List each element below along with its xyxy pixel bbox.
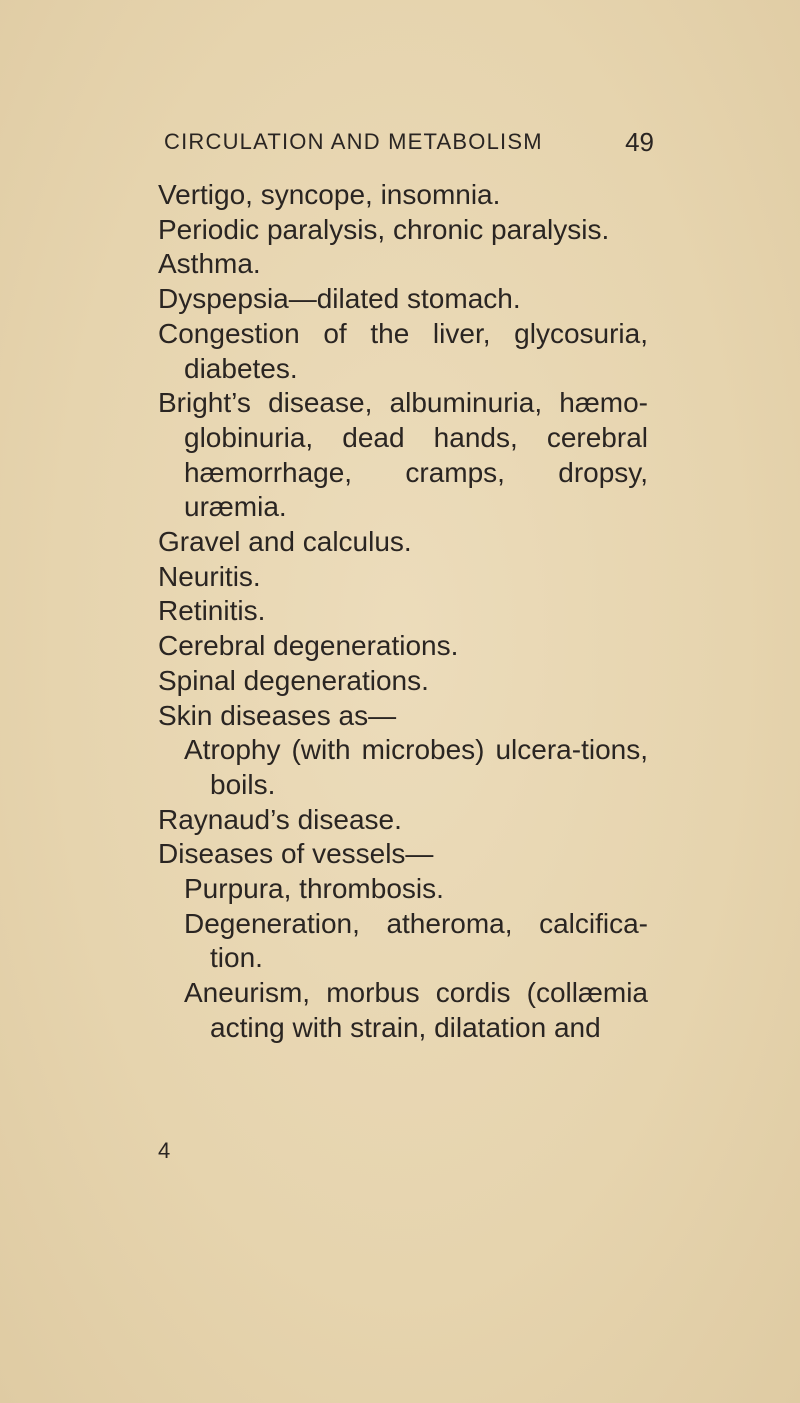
list-subitem-atrophy: Atrophy (with microbes) ulcera-tions, boils. (184, 734, 648, 800)
running-head (164, 122, 654, 162)
list-item-spinal-degenerations: Spinal degenerations. (158, 664, 429, 696)
list-item-retinitis: Retinitis. (158, 595, 266, 627)
list-item-neuritis: Neuritis. (158, 560, 261, 592)
list-subitem-purpura: Purpura, thrombosis. (184, 873, 444, 905)
list-item-skin-diseases: Skin diseases as— (158, 699, 397, 731)
list-item-gravel: Gravel and calculus. (158, 526, 412, 558)
running-title: CIRCULATION AND METABOLISM (164, 129, 543, 154)
list-item-cerebral-degenerations: Cerebral degenerations. (158, 630, 459, 662)
list-subitem-degeneration: Degeneration, atheroma, calcifica-tion. (184, 907, 648, 974)
page-body (158, 178, 648, 1046)
list-item-dyspepsia: Dyspepsia—dilated stomach. (158, 283, 521, 315)
list-item-congestion-liver: Congestion of the liver, glycosuria, diabetes. (158, 317, 648, 384)
signature-mark: 4 (158, 1138, 171, 1163)
list-item-vertigo: Vertigo, syncope, insomnia. (158, 179, 501, 210)
list-item-brights-disease: Bright’s disease, albuminuria, hæmo-globinuria, dead hands, cerebral hæmorrhage, cramps, dropsy, uræmia. (158, 387, 648, 523)
list-item-diseases-of-vessels: Diseases of vessels— (158, 838, 434, 870)
page-number: 49 (625, 127, 654, 157)
list-item-paralysis: Periodic paralysis, chronic paralysis. (158, 213, 610, 245)
list-item-asthma: Asthma. (158, 248, 261, 280)
list-item-raynauds-disease: Raynaud’s disease. (158, 803, 402, 835)
list-subitem-aneurism: Aneurism, morbus cordis (collæmia acting with strain, dilatation and (184, 977, 648, 1043)
